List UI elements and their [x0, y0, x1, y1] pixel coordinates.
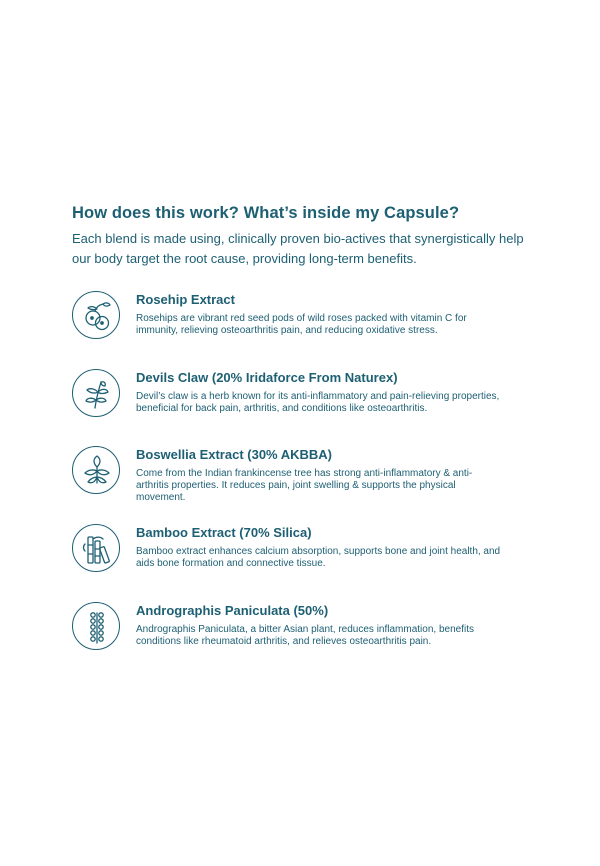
ingredient-title: Boswellia Extract (30% AKBBA)	[136, 447, 333, 462]
ingredient-title: Andrographis Paniculata (50%)	[136, 603, 329, 618]
ingredient-description: Bamboo extract enhances calcium absorption, supports bone and joint health, and aids bone formation and connective tissue.	[136, 546, 501, 569]
ingredient-title: Rosehip Extract	[136, 292, 235, 307]
intro-text: Each blend is made using, clinically proven bio-actives that synergistically help our body target the root cause, providing long-term benefits.	[72, 231, 524, 266]
ingredient-description: Andrographis Paniculata, a bitter Asian plant, reduces inflammation, benefits conditions like rheumatoid arthritis, and relieves osteoarthritis pain.	[136, 624, 474, 647]
herb-plant-icon	[72, 369, 120, 417]
rosehip-berries-icon	[72, 291, 120, 339]
ingredient-description: Devil’s claw is a herb known for its anti-inflammatory and pain-relieving properties, beneficial for back pain, arthritis, and conditions like osteoarthritis.	[136, 391, 500, 414]
ingredient-andrographis	[72, 602, 532, 662]
bamboo-icon	[72, 524, 120, 572]
flower-spike-icon	[72, 602, 120, 650]
ingredient-title: Devils Claw (20% Iridaforce From Naturex)	[136, 370, 398, 385]
ingredient-bamboo	[72, 524, 532, 584]
ingredient-boswellia	[72, 446, 532, 506]
ingredient-title: Bamboo Extract (70% Silica)	[136, 525, 312, 540]
ingredient-rosehip	[72, 291, 532, 351]
ingredient-devils-claw	[72, 369, 532, 429]
page-title: How does this work? What’s inside my Capsule?	[72, 204, 460, 222]
ingredient-description: Rosehips are vibrant red seed pods of wild roses packed with vitamin C for immunity, relieving osteoarthritis pain, and reducing oxidative stress.	[136, 313, 467, 336]
leaf-cluster-icon	[72, 446, 120, 494]
ingredient-description: Come from the Indian frankincense tree has strong anti-inflammatory & anti-arthritis properties. It reduces pain, joint swelling & supports the physical movement.	[136, 468, 473, 503]
